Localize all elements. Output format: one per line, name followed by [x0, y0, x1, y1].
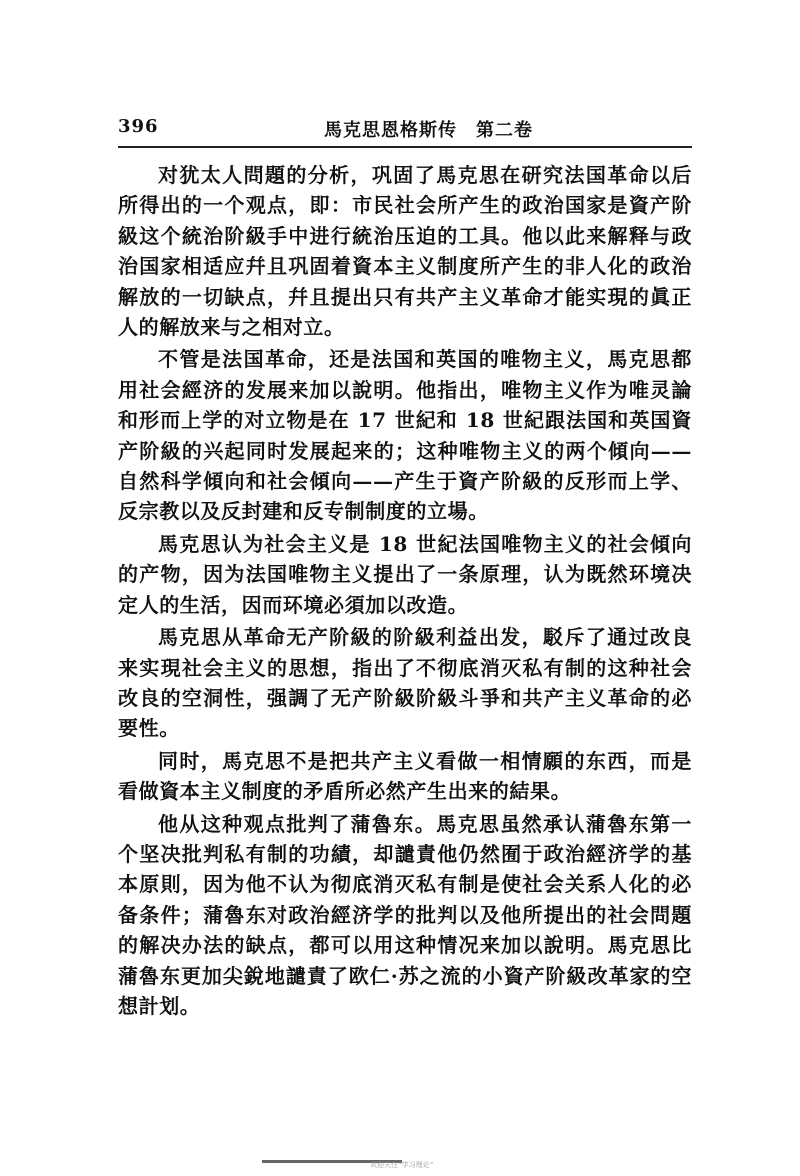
- body-text: [118, 160, 692, 1021]
- paragraph-2: 不管是法国革命，还是法国和英国的唯物主义，馬克思都用社会經济的发展来加以說明。他指出，唯物主义作为唯灵論和形而上学的对立物是在 17 世紀和 18 世紀跟法国和英国資产阶級的兴起同时发展起来的；这种唯物主义的两个傾向——自然科学傾向和社会傾向——产生于資产阶級的反形而上学、反宗教以及反封建和反专制制度的立場。: [118, 347, 692, 524]
- page-header: [118, 112, 692, 142]
- paragraph-6: 他从这种观点批判了蒲魯东。馬克思虽然承认蒲魯东第一个坚决批判私有制的功績，却譴責他仍然囿于政治經济学的基本原則，因为他不认为彻底消灭私有制是使社会关系人化的必备条件；蒲魯东对政治經济学的批判以及他所提出的社会問題的解决办法的缺点，都可以用这种情况来加以說明。馬克思比蒲魯东更加尖銳地譴責了欧仁·苏之流的小資产阶級改革家的空想計划。: [118, 811, 692, 1018]
- paragraph-5: 同时，馬克思不是把共产主义看做一相情願的东西，而是看做資本主义制度的矛盾所必然产生出来的結果。: [118, 748, 692, 804]
- paragraph-4: 馬克思从革命无产阶級的阶級利益出发，駁斥了通过改良来实現社会主义的思想，指出了不彻底消灭私有制的这种社会改良的空洞性，强調了无产阶級阶級斗爭和共产主义革命的必要性。: [118, 625, 692, 741]
- footer-note: 欢迎关注“学习理论”: [370, 1161, 434, 1169]
- paragraph-3: 馬克思认为社会主义是 18 世紀法国唯物主义的社会傾向的产物，因为法国唯物主义提出了一条原理，认为既然环境决定人的生活，因而环境必須加以改造。: [118, 531, 692, 617]
- running-title: 馬克思恩格斯传 第二卷: [324, 120, 533, 141]
- header-rule: [118, 146, 692, 148]
- page-number: 396: [118, 116, 159, 137]
- paragraph-1: 对犹太人問題的分析，巩固了馬克思在研究法国革命以后所得出的一个观点，即：市民社会所产生的政治国家是資产阶級这个統治阶級手中进行統治压迫的工具。他以此来解释与政治国家相适应幷且巩固着資本主义制度所产生的非人化的政治解放的一切缺点，幷且提出只有共产主义革命才能实現的眞正人的解放来与之相对立。: [118, 163, 692, 340]
